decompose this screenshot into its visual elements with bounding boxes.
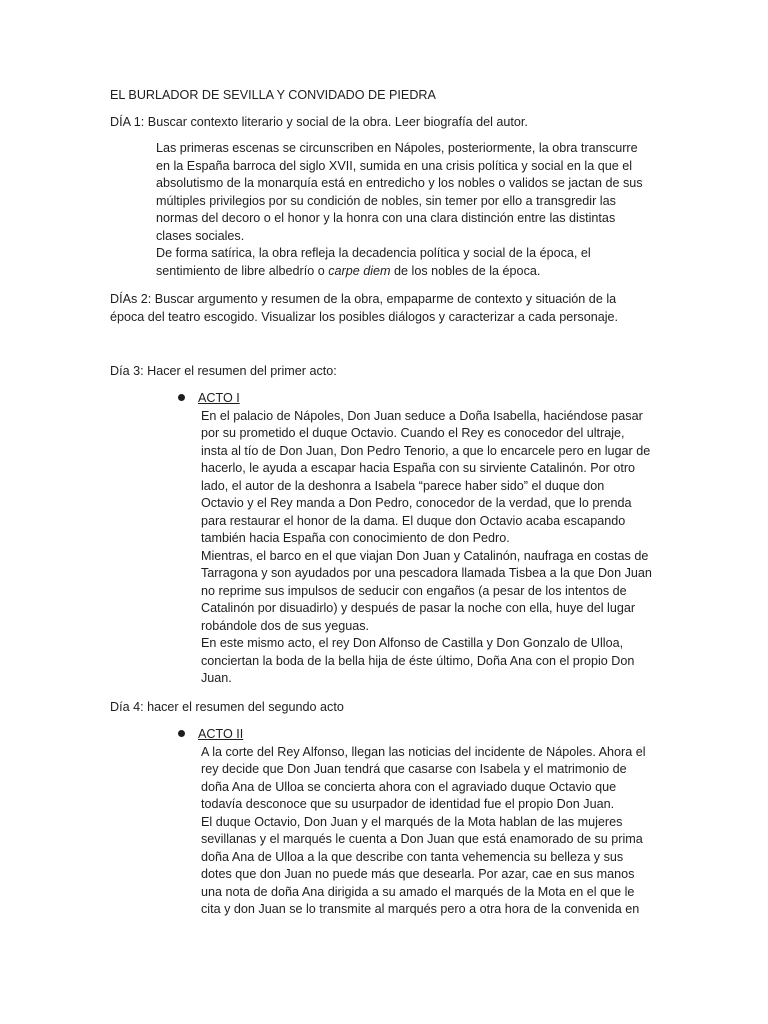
act1-line: conciertan la boda de la bella hija de éste último, Doña Ana con el propio Don <box>201 654 635 668</box>
act1-line: Juan. <box>201 671 232 685</box>
day1-heading: DÍA 1: Buscar contexto literario y social de la obra. Leer biografía del autor. <box>110 115 528 129</box>
act2-line: doña Ana de Ulloa a la que describe con tanta vehemencia su belleza y sus <box>201 850 624 864</box>
act2-label: ACTO II <box>198 727 244 741</box>
act1-bullet <box>178 390 240 407</box>
act1-line: Catalinón por disuadirlo) y después de pasar la noche con ella, huye del lugar <box>201 601 636 615</box>
act2-line: dotes que don Juan no puede más que desearla. Por azar, cae en sus manos <box>201 867 635 881</box>
act1-line: no reprime sus impulsos de seducir con engaños (a pesar de los intentos de <box>201 584 627 598</box>
act1-line: Tarragona y son ayudados por una pescadora llamada Tisbea a la que Don Juan <box>201 566 652 580</box>
act1-line: hacerlo, le ayuda a escapar hacia España con su sirviente Catalinón. Por otro <box>201 461 636 475</box>
day1-paragraph-line: De forma satírica, la obra refleja la decadencia política y social de la época, el <box>156 246 591 260</box>
day1-text: de los nobles de la época. <box>390 264 541 278</box>
act2-line: rey decide que Don Juan tendrá que casarse con Isabela y el matrimonio de <box>201 762 627 776</box>
act2-line: A la corte del Rey Alfonso, llegan las noticias del incidente de Nápoles. Ahora el <box>201 745 646 759</box>
act1-line: insta al tío de Don Juan, Don Pedro Tenorio, a que lo encarcele pero en lugar de <box>201 444 651 458</box>
day1-text: sentimiento de libre albedrío o <box>156 264 329 278</box>
day1-paragraph-line: múltiples privilegios por su condición de nobles, sin temer por ello a transgredir las <box>156 194 616 208</box>
act1-line: En el palacio de Nápoles, Don Juan seduce a Doña Isabella, haciéndose pasar <box>201 409 643 423</box>
act1-label: ACTO I <box>198 391 240 405</box>
act1-line: Octavio y el Rey manda a Don Pedro, conocedor de la verdad, que lo prenda <box>201 496 632 510</box>
day1-paragraph-line: absolutismo de la monarquía está en entredicho y los nobles o validos se jactan de sus <box>156 176 643 190</box>
act1-line: robándole dos de sus yeguas. <box>201 619 370 633</box>
document-title: EL BURLADOR DE SEVILLA Y CONVIDADO DE PIEDRA <box>110 88 436 102</box>
act2-bullet <box>178 726 243 743</box>
act1-line: por su prometido el duque Octavio. Cuando el Rey es conocedor del ultraje, <box>201 426 625 440</box>
act1-line: lado, el autor de la deshonra a Isabela “parece haber sido” el duque don <box>201 479 605 493</box>
act2-line: El duque Octavio, Don Juan y el marqués de la Mota hablan de las mujeres <box>201 815 623 829</box>
day1-paragraph-line: normas del decoro o el honor y la honra con una clara distinción entre las distintas <box>156 211 616 225</box>
day1-paragraph-line: Las primeras escenas se circunscriben en Nápoles, posteriormente, la obra transcurre <box>156 141 638 155</box>
act2-line: cita y don Juan se lo transmite al marqués pero a otra hora de la convenida en <box>201 902 640 916</box>
day4-heading: Día 4: hacer el resumen del segundo acto <box>110 700 344 714</box>
bullet-icon <box>178 394 185 401</box>
carpe-diem-emphasis: carpe diem <box>328 264 391 278</box>
day2-line: época del teatro escogido. Visualizar los posibles diálogos y caracterizar a cada personaje. <box>110 310 619 324</box>
day1-paragraph-line <box>156 263 540 280</box>
act1-line: también hacia España con conocimiento de don Pedro. <box>201 531 510 545</box>
act1-line: para restaurar el honor de la dama. El duque don Octavio acaba escapando <box>201 514 626 528</box>
bullet-icon <box>178 730 185 737</box>
day1-paragraph-line: en la España barroca del siglo XVII, sumida en una crisis política y social en la que el <box>156 159 633 173</box>
day1-paragraph-line: clases sociales. <box>156 229 245 243</box>
act2-line: una nota de doña Ana dirigida a su amado el marqués de la Mota en el que le <box>201 885 635 899</box>
act2-line: todavía desconoce que su usurpador de identidad fue el propio Don Juan. <box>201 797 615 811</box>
act1-line: Mientras, el barco en el que viajan Don Juan y Catalinón, naufraga en costas de <box>201 549 649 563</box>
day2-line: DÍAs 2: Buscar argumento y resumen de la obra, empaparme de contexto y situación de la <box>110 292 617 306</box>
day3-heading: Día 3: Hacer el resumen del primer acto: <box>110 364 337 378</box>
act1-line: En este mismo acto, el rey Don Alfonso de Castilla y Don Gonzalo de Ulloa, <box>201 636 624 650</box>
act2-line: doña Ana de Ulloa se concierta ahora con el agraviado duque Octavio que <box>201 780 617 794</box>
act2-line: sevillanas y el marqués le cuenta a Don Juan que está enamorado de su prima <box>201 832 643 846</box>
